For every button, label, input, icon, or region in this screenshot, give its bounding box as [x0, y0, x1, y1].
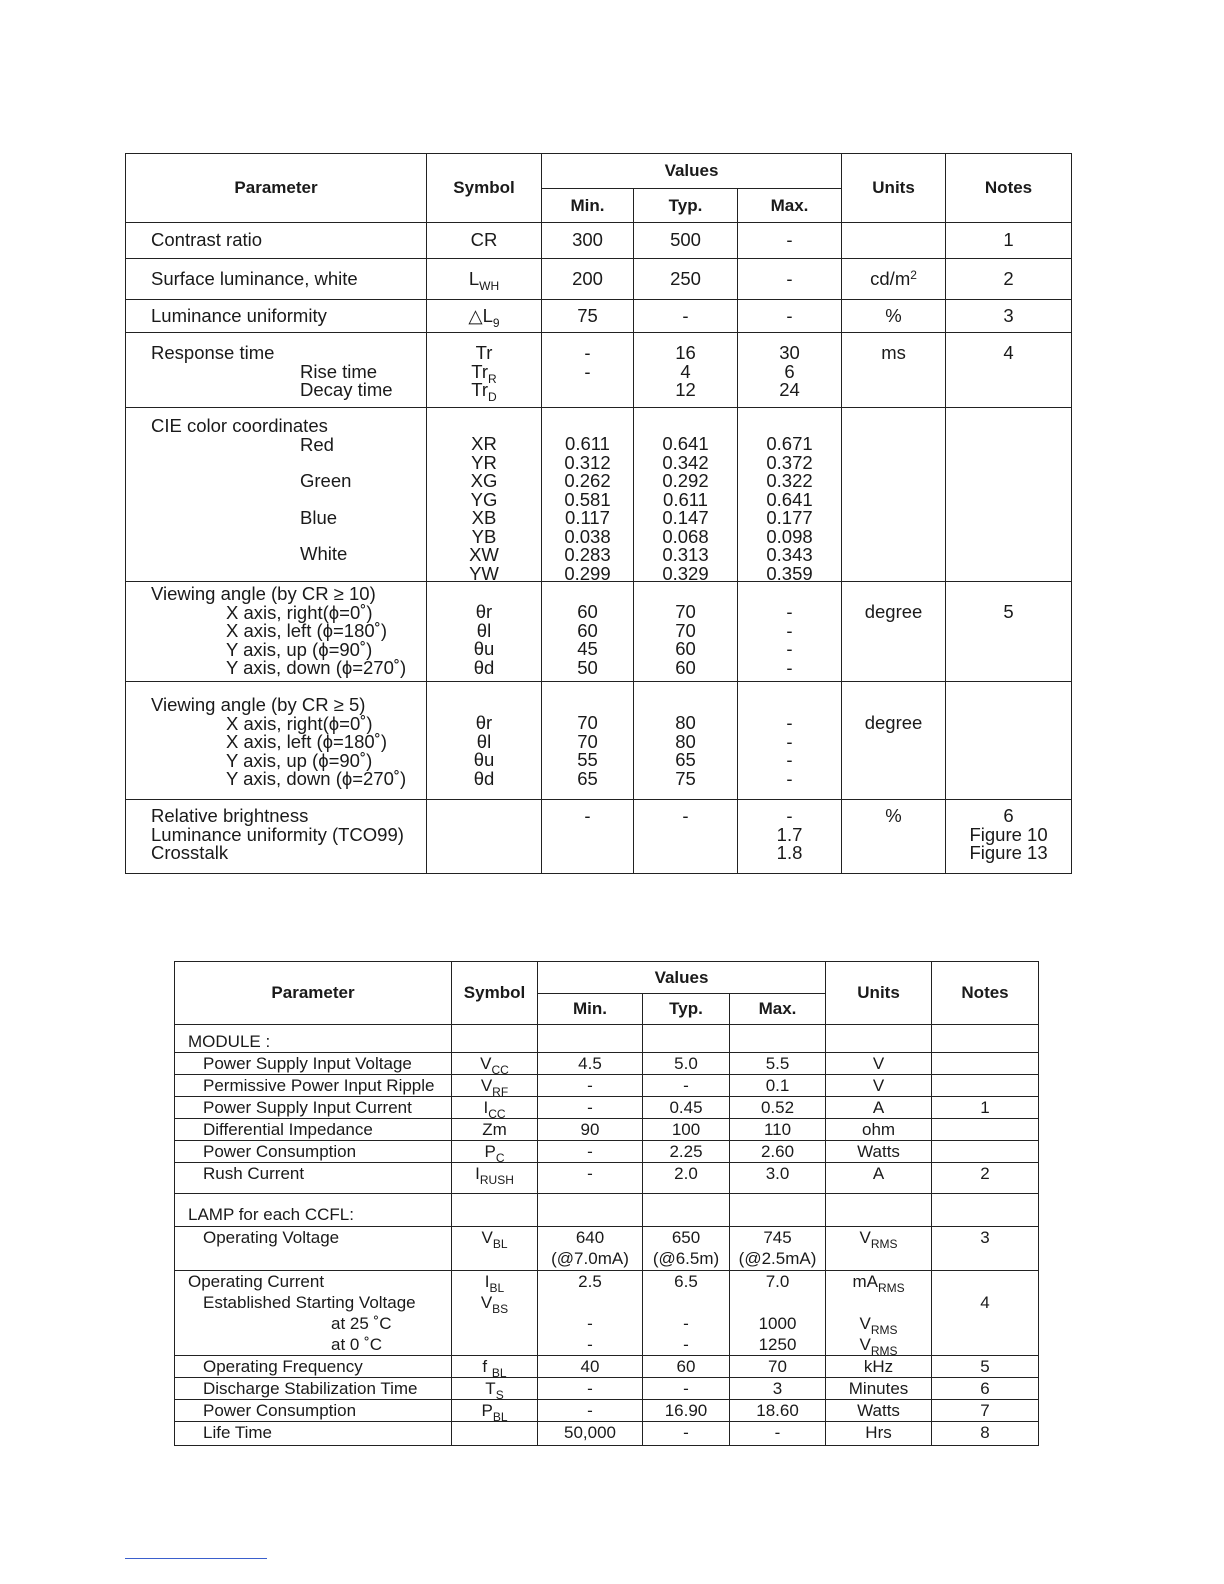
value: Figure 13 [969, 842, 1048, 863]
table-row [175, 1271, 1039, 1356]
value: - [786, 638, 793, 659]
header-notes: Notes [932, 962, 1039, 1025]
footer-rule [125, 1558, 267, 1559]
value: 65 [577, 767, 598, 789]
typ-cell: - [634, 300, 738, 333]
header-units: Units [842, 154, 946, 223]
table-row [175, 1378, 1039, 1400]
param-cell [126, 582, 427, 682]
table-row [126, 223, 1072, 259]
value: - [786, 656, 793, 678]
typ-cell: 60 [643, 1356, 730, 1378]
table-row [175, 1194, 1039, 1227]
symbol-cell: $P_{BL}$ [452, 1400, 538, 1422]
value: 75 [675, 767, 696, 789]
symbol-cell [427, 300, 542, 333]
value: 65 [675, 749, 696, 770]
param-cell: Power Supply Input Voltage [175, 1053, 452, 1075]
max-cell: 110 [730, 1119, 826, 1141]
param-cell: Power Supply Input Current [175, 1097, 452, 1119]
notes-cell: 8 [932, 1422, 1039, 1446]
max-cell: - [738, 259, 842, 300]
max-cell: - [738, 300, 842, 333]
max-cell: 3 [730, 1378, 826, 1400]
units-text: cd/m [870, 267, 911, 289]
color-label: White [300, 543, 348, 564]
units-cell: A [826, 1163, 932, 1194]
value: 0.581 [564, 488, 611, 510]
units-cell: Watts [826, 1400, 932, 1422]
value: 80 [675, 730, 696, 752]
units-cell [842, 800, 946, 874]
table-row [175, 1075, 1039, 1097]
header-parameter: Parameter [175, 962, 452, 1025]
value: 0.313 [662, 544, 709, 565]
electrical-spec-table [174, 961, 1039, 1446]
axis-label: X axis, right(ϕ=0˚) [226, 601, 373, 623]
max-cell: - [730, 1422, 826, 1446]
value: 0.329 [662, 562, 709, 581]
value: 0.283 [564, 544, 611, 565]
symbol-cell: $I_{RUSH}$ [452, 1163, 538, 1194]
color-label: Red [300, 433, 334, 455]
min-cell: 2.5 - - [538, 1271, 643, 1356]
param-cell [126, 682, 427, 800]
table-row [126, 300, 1072, 333]
value: 70 [577, 730, 598, 752]
param-cell: Contrast ratio [126, 223, 427, 259]
min-cell: - [538, 1075, 643, 1097]
symbol-text: △L [468, 304, 493, 326]
symbol-cell [427, 800, 542, 874]
value: - [786, 749, 793, 770]
symbol-cell: $V_{RF}$ [452, 1075, 538, 1097]
notes-cell: 2 [932, 1163, 1039, 1194]
table-row [175, 1119, 1039, 1141]
units-cell: % [842, 300, 946, 333]
typ-cell: 0.45 [643, 1097, 730, 1119]
typ-cell: - [634, 800, 738, 874]
param-cell: Power Consumption [175, 1141, 452, 1163]
symbol-cell [427, 259, 542, 300]
typ-cell: 100 [643, 1119, 730, 1141]
typ-cell: 2.25 [643, 1141, 730, 1163]
value: 0.671 [766, 433, 813, 454]
symbol-text: XR [471, 433, 497, 454]
value: - [786, 601, 793, 622]
notes-cell: 7 [932, 1400, 1039, 1422]
units-cell: kHz [826, 1356, 932, 1378]
symbol-text: θl [476, 730, 492, 752]
notes-cell [946, 800, 1072, 874]
color-label: Blue [300, 506, 338, 528]
axis-label: Y axis, down (ϕ=270˚) [226, 657, 407, 678]
units-cell [842, 223, 946, 259]
value: 45 [577, 638, 598, 659]
table-row [175, 1356, 1039, 1378]
notes-cell: 5 [932, 1356, 1039, 1378]
units-cell: $mA_{RMS}$ $V_{RMS}$ $V_{RMS}$ [826, 1271, 932, 1356]
symbol-text: XB [471, 507, 497, 528]
symbol-cell [427, 682, 542, 800]
max-cell: - [738, 223, 842, 259]
min-cell [542, 408, 634, 582]
max-cell: 0.1 [730, 1075, 826, 1097]
typ-cell: 5.0 [643, 1053, 730, 1075]
min-cell: 40 [538, 1356, 643, 1378]
typ-cell: - [643, 1378, 730, 1400]
value: 1.8 [776, 842, 803, 863]
min-cell: 50,000 [538, 1422, 643, 1446]
value: - [786, 712, 793, 733]
units-cell [842, 259, 946, 300]
header-notes: Notes [946, 154, 1072, 223]
symbol-cell: $V_{CC}$ [452, 1053, 538, 1075]
symbol-cell: $I_{BL}$ $V_{BS}$ [452, 1271, 538, 1356]
value: 0.117 [565, 507, 610, 528]
min-cell: 4.5 [538, 1053, 643, 1075]
typ-cell [634, 582, 738, 682]
notes-cell: 1 [946, 223, 1072, 259]
param-cell [126, 408, 427, 582]
value: 12 [675, 379, 696, 400]
param-cell: Life Time [175, 1422, 452, 1446]
symbol-text: θr [475, 712, 493, 733]
min-cell: - [538, 1163, 643, 1194]
table-row [175, 1163, 1039, 1194]
value: 0.611 [663, 488, 708, 510]
symbol-text: $Tr_D$ [471, 379, 497, 404]
value: 6 [784, 360, 795, 382]
notes-cell: 2 [946, 259, 1072, 300]
value: 0.299 [564, 562, 611, 581]
typ-cell [634, 682, 738, 800]
notes-cell: 4 [932, 1271, 1039, 1356]
value: 0.262 [564, 470, 611, 491]
table-row [126, 682, 1072, 800]
value: - [786, 619, 793, 641]
notes-cell: 3 [946, 300, 1072, 333]
param-cell: Operating Current Established Starting Voltage at 25 ˚C at 0 ˚C [175, 1271, 452, 1356]
param-title: CIE color coordinates [151, 417, 328, 436]
section-label: LAMP for each CCFL: [175, 1194, 452, 1227]
axis-label: X axis, left (ϕ=180˚) [226, 620, 387, 641]
min-cell [542, 582, 634, 682]
value: 0.098 [766, 525, 813, 547]
units-cell: ms [842, 333, 946, 408]
typ-cell: 250 [634, 259, 738, 300]
param-sub: Rise time [300, 360, 378, 382]
value: 60 [675, 656, 696, 678]
value: - [786, 805, 793, 826]
color-label: Green [300, 470, 352, 491]
param-title: Relative brightness [151, 805, 309, 826]
units-cell: $V_{RMS}$ [826, 1227, 932, 1271]
units-cell: Watts [826, 1141, 932, 1163]
min-cell: 75 [542, 300, 634, 333]
header-typ: Typ. [634, 189, 738, 223]
max-cell: 5.5 [730, 1053, 826, 1075]
param-sub: Decay time [300, 379, 393, 400]
notes-cell [932, 1075, 1039, 1097]
notes-cell: 5 [946, 582, 1072, 682]
min-cell: 200 [542, 259, 634, 300]
axis-label: X axis, left (ϕ=180˚) [226, 731, 387, 752]
symbol-text: YR [471, 451, 497, 473]
max-cell: 745 (@2.5mA) [730, 1227, 826, 1271]
symbol-cell: $P_C$ [452, 1141, 538, 1163]
symbol-text: YG [470, 488, 498, 510]
max-cell [738, 408, 842, 582]
header-symbol: Symbol [452, 962, 538, 1025]
table-row [126, 259, 1072, 300]
param-cell [126, 800, 427, 874]
table-row [175, 1227, 1039, 1271]
symbol-cell [427, 408, 542, 582]
symbol-text: θu [473, 638, 495, 659]
units-cell: Hrs [826, 1422, 932, 1446]
max-cell: 2.60 [730, 1141, 826, 1163]
min-cell [542, 333, 634, 408]
symbol-text: YB [471, 525, 497, 547]
header-parameter: Parameter [126, 154, 427, 223]
table-row [175, 1400, 1039, 1422]
param-cell: Differential Impedance [175, 1119, 452, 1141]
symbol-cell: $I_{CC}$ [452, 1097, 538, 1119]
header-min: Min. [538, 994, 643, 1025]
table-row [175, 1097, 1039, 1119]
max-cell: 7.0 1000 1250 [730, 1271, 826, 1356]
typ-cell: 2.0 [643, 1163, 730, 1194]
typ-cell: 6.5 - - [643, 1271, 730, 1356]
symbol-text: L [468, 267, 480, 289]
max-cell: 70 [730, 1356, 826, 1378]
axis-label: Y axis, up (ϕ=90˚) [226, 749, 373, 771]
max-cell: 0.52 [730, 1097, 826, 1119]
min-cell: 90 [538, 1119, 643, 1141]
notes-cell: 1 [932, 1097, 1039, 1119]
min-cell: - [538, 1141, 643, 1163]
param-title: Viewing angle (by CR ≥ 10) [151, 583, 376, 604]
param-cell: Luminance uniformity [126, 300, 427, 333]
symbol-cell: CR [427, 223, 542, 259]
units-cell: V [826, 1053, 932, 1075]
value: 0.038 [564, 525, 611, 547]
value: 16 [675, 342, 696, 363]
notes-cell [946, 682, 1072, 800]
param-cell: Power Consumption [175, 1400, 452, 1422]
optical-spec-table [125, 153, 1072, 874]
typ-cell: 650 (@6.5m) [643, 1227, 730, 1271]
table-row [126, 408, 1072, 582]
param-title: Response time [151, 342, 275, 363]
symbol-cell: Zm [452, 1119, 538, 1141]
value: 24 [779, 379, 800, 400]
units-cell: degree [842, 682, 946, 800]
table-row [126, 333, 1072, 408]
value: 80 [675, 712, 696, 733]
notes-cell [946, 408, 1072, 582]
value: - [786, 767, 793, 789]
axis-label: Y axis, down (ϕ=270˚) [226, 768, 407, 789]
symbol-cell: $T_S$ [452, 1378, 538, 1400]
table-row [126, 800, 1072, 874]
typ-cell: - [643, 1075, 730, 1097]
value: 0.641 [766, 488, 813, 510]
max-cell [738, 682, 842, 800]
symbol-text: θr [475, 601, 493, 622]
symbol-text: θd [473, 767, 495, 789]
symbol-cell [452, 1422, 538, 1446]
header-typ: Typ. [643, 994, 730, 1025]
param-cell: Surface luminance, white [126, 259, 427, 300]
param-cell: Permissive Power Input Ripple [175, 1075, 452, 1097]
value: 0.147 [662, 507, 709, 528]
value: 1.7 [776, 823, 803, 845]
symbol-subscript: WH [479, 278, 500, 293]
units-cell: V [826, 1075, 932, 1097]
min-cell: - [542, 800, 634, 874]
symbol-cell [427, 582, 542, 682]
typ-cell: 16.90 [643, 1400, 730, 1422]
table-row [126, 582, 1072, 682]
units-superscript: 2 [910, 267, 917, 282]
value: 50 [577, 656, 598, 678]
value: 60 [675, 638, 696, 659]
value: 0.177 [766, 507, 813, 528]
value: 0.359 [766, 562, 813, 581]
min-cell [542, 682, 634, 800]
header-values: Values [542, 154, 842, 189]
notes-cell: 4 [946, 333, 1072, 408]
table-row [175, 1141, 1039, 1163]
value: 0.342 [662, 451, 709, 473]
symbol-text: YW [469, 562, 499, 581]
param-title: Crosstalk [151, 842, 229, 863]
value: 30 [779, 342, 800, 363]
header-min: Min. [542, 189, 634, 223]
param-cell: Operating Voltage [175, 1227, 452, 1271]
symbol-text: θl [476, 619, 492, 641]
value: 60 [577, 601, 598, 622]
value: - [584, 342, 591, 363]
max-cell: 18.60 [730, 1400, 826, 1422]
axis-label: X axis, right(ϕ=0˚) [226, 712, 373, 734]
header-units: Units [826, 962, 932, 1025]
units-cell: Minutes [826, 1378, 932, 1400]
table-row [175, 1422, 1039, 1446]
header-symbol: Symbol [427, 154, 542, 223]
value: 0.611 [565, 433, 610, 454]
units-cell [842, 408, 946, 582]
value: 0.312 [564, 451, 611, 473]
units-cell: A [826, 1097, 932, 1119]
value: 55 [577, 749, 598, 770]
param-title: Viewing angle (by CR ≥ 5) [151, 694, 366, 715]
symbol-cell: $V_{BL}$ [452, 1227, 538, 1271]
value: 70 [675, 619, 696, 641]
min-cell: - [538, 1097, 643, 1119]
symbol-text: $Tr_R$ [471, 360, 497, 386]
typ-cell: - [643, 1422, 730, 1446]
max-cell [738, 582, 842, 682]
axis-label: Y axis, up (ϕ=90˚) [226, 638, 373, 660]
symbol-subscript: 9 [492, 315, 500, 330]
value: 0.641 [662, 433, 709, 454]
max-cell [738, 800, 842, 874]
value: 4 [680, 360, 691, 382]
typ-cell [634, 333, 738, 408]
param-cell [126, 333, 427, 408]
symbol-text: θu [473, 749, 495, 770]
symbol-cell [427, 333, 542, 408]
notes-cell [932, 1053, 1039, 1075]
typ-cell [634, 408, 738, 582]
units-cell: degree [842, 582, 946, 682]
table-row [175, 1053, 1039, 1075]
min-cell: 300 [542, 223, 634, 259]
param-cell: Rush Current [175, 1163, 452, 1194]
notes-cell [932, 1119, 1039, 1141]
section-label: MODULE : [175, 1025, 452, 1053]
symbol-text: θd [473, 656, 495, 678]
header-values: Values [538, 962, 826, 994]
value: Figure 10 [969, 823, 1048, 845]
value: 70 [675, 601, 696, 622]
param-title: Luminance uniformity (TCO99) [151, 823, 404, 845]
value: 0.322 [766, 470, 813, 491]
symbol-text: XW [469, 544, 499, 565]
value: 0.068 [662, 525, 709, 547]
header-max: Max. [738, 189, 842, 223]
value: % [885, 805, 902, 826]
value: 70 [577, 712, 598, 733]
value: 0.343 [766, 544, 813, 565]
table-row [175, 1025, 1039, 1053]
param-cell: Operating Frequency [175, 1356, 452, 1378]
notes-cell: 3 [932, 1227, 1039, 1271]
symbol-text: XG [470, 470, 498, 491]
typ-cell: 500 [634, 223, 738, 259]
value: 60 [577, 619, 598, 641]
value: 0.372 [766, 451, 813, 473]
value: - [786, 730, 793, 752]
units-cell: ohm [826, 1119, 932, 1141]
min-cell: 640 (@7.0mA) [538, 1227, 643, 1271]
value: 6 [1003, 805, 1014, 826]
symbol-text: Tr [475, 342, 493, 363]
max-cell: 3.0 [730, 1163, 826, 1194]
min-cell: - [538, 1378, 643, 1400]
header-max: Max. [730, 994, 826, 1025]
min-cell: - [538, 1400, 643, 1422]
value: 0.292 [662, 470, 709, 491]
value: - [584, 360, 591, 382]
notes-cell: 6 [932, 1378, 1039, 1400]
param-cell: Discharge Stabilization Time [175, 1378, 452, 1400]
notes-cell [932, 1141, 1039, 1163]
max-cell [738, 333, 842, 408]
symbol-cell: f $_{BL}$ [452, 1356, 538, 1378]
